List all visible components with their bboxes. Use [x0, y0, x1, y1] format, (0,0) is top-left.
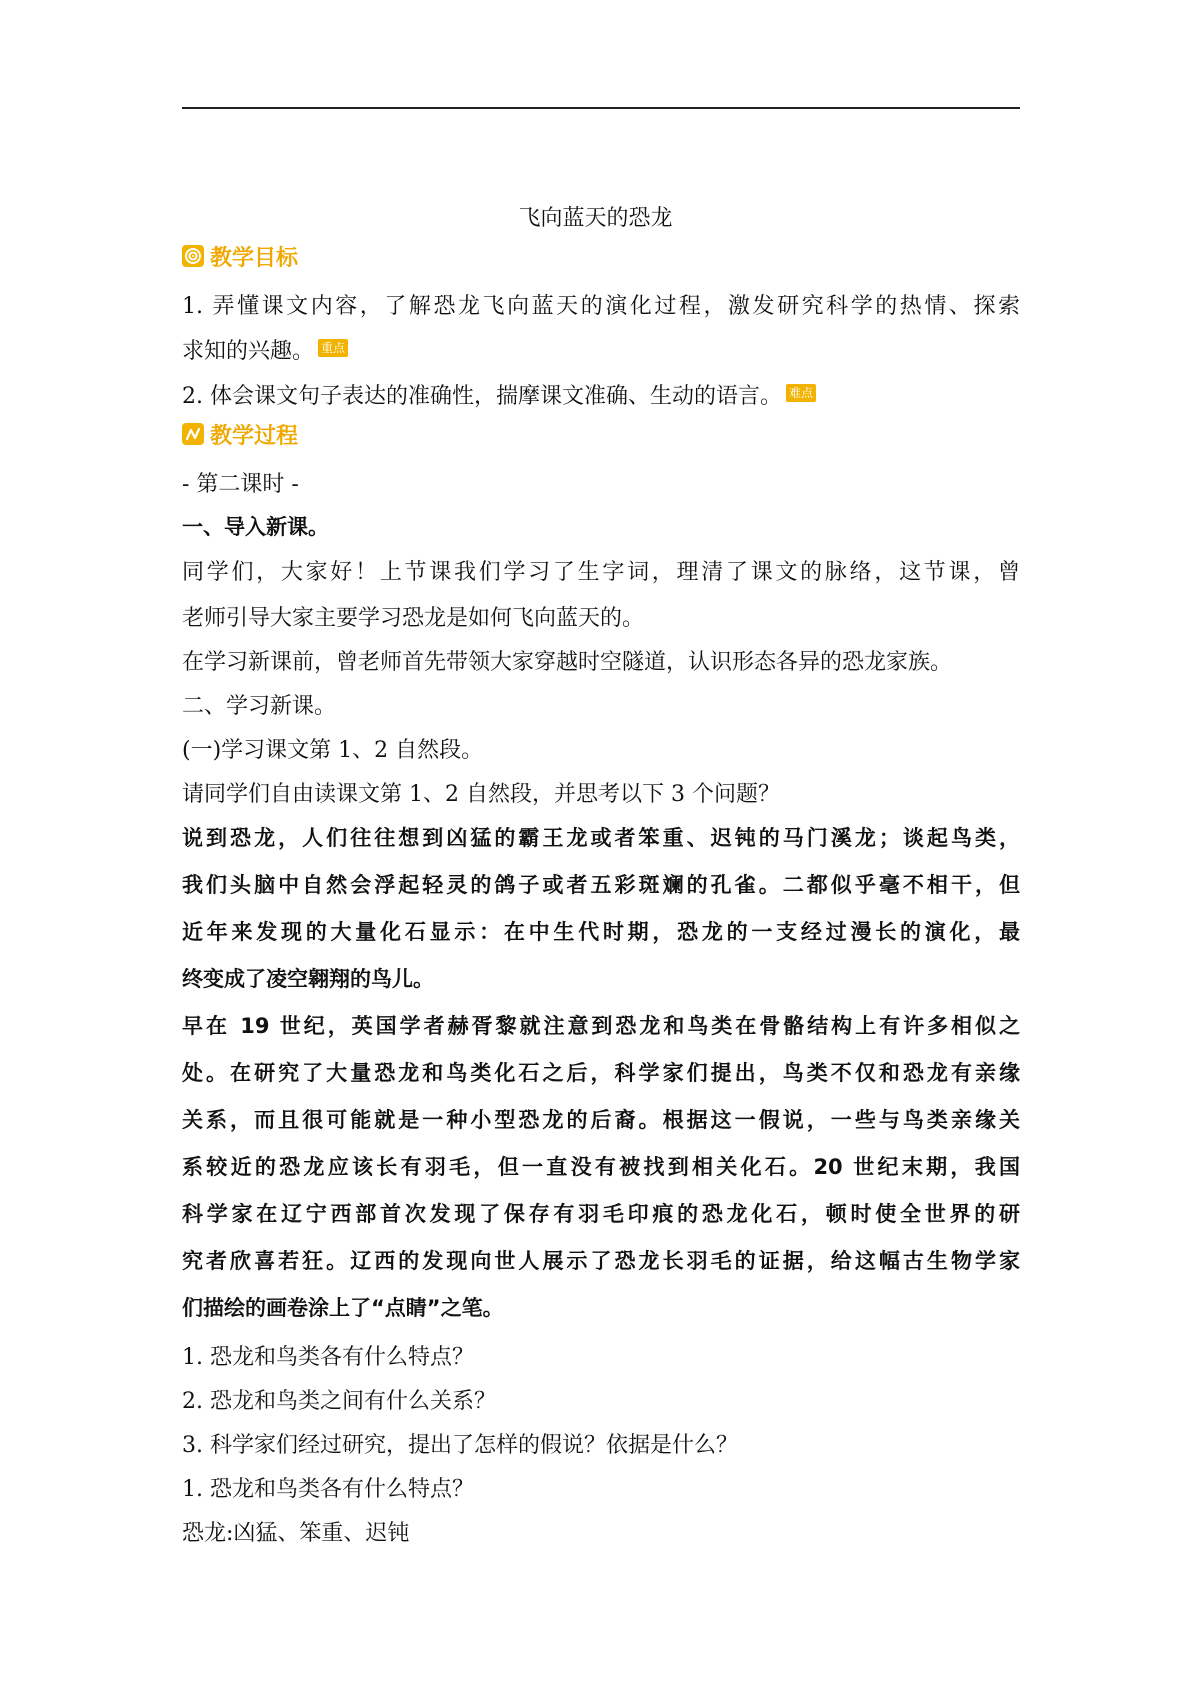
- question-2: 2. 恐龙和鸟类之间有什么关系？: [182, 1389, 496, 1414]
- passage1-line-4: 终变成了凌空翱翔的鸟儿。: [182, 967, 434, 991]
- goal-line-3: [182, 379, 816, 410]
- difficult-point-badge: 难点: [786, 384, 816, 402]
- section-goals: [182, 243, 298, 269]
- key-point-badge: 重点: [318, 339, 348, 357]
- passage2-line-5: 科学家在辽宁西部首次发现了保存有羽毛印痕的恐龙化石，顿时使全世界的研: [182, 1202, 1020, 1226]
- intro-line-2: 老师引导大家主要学习恐龙是如何飞向蓝天的。: [182, 606, 645, 631]
- target-icon: [182, 245, 204, 267]
- passage2-line-4: 系较近的恐龙应该长有羽毛，但一直没有被找到相关化石。20 世纪末期，我国: [182, 1155, 1020, 1179]
- document-title: 飞向蓝天的恐龙: [518, 206, 673, 231]
- passage2-line-3: 关系，而且很可能就是一种小型恐龙的后裔。根据这一假说，一些与鸟类亲缘关: [182, 1108, 1020, 1132]
- process-icon: [182, 423, 204, 445]
- goal-line-2-text: 求知的兴趣。: [182, 339, 315, 364]
- passage1-line-1: 说到恐龙，人们往往想到凶猛的霸王龙或者笨重、迟钝的马门溪龙；谈起鸟类，: [182, 826, 1020, 850]
- passage2-line-6: 究者欣喜若狂。辽西的发现向世人展示了恐龙长羽毛的证据，给这幅古生物学家: [182, 1249, 1020, 1273]
- sub-heading: (一)学习课文第 1、2 自然段。: [182, 738, 484, 763]
- goal-line-2: [182, 334, 348, 365]
- section-process: [182, 421, 298, 447]
- intro-line-3: 在学习新课前，曾老师首先带领大家穿越时空隧道，认识形态各异的恐龙家族。: [182, 650, 953, 675]
- section-goals-label: 教学目标: [210, 245, 299, 271]
- passage2-line-2: 处。在研究了大量恐龙和鸟类化石之后，科学家们提出，鸟类不仅和恐龙有亲缘: [182, 1061, 1020, 1085]
- part1-heading: 一、导入新课。: [182, 515, 329, 539]
- reading-prompt: 请同学们自由读课文第 1、2 自然段，并思考以下 3 个问题？: [182, 782, 780, 807]
- intro-line-1: 同学们，大家好！上节课我们学习了生字词，理清了课文的脉络，这节课，曾: [182, 560, 1020, 585]
- part2-heading: 二、学习新课。: [182, 694, 337, 719]
- section-process-label: 教学过程: [210, 423, 299, 449]
- answer-question: 1. 恐龙和鸟类各有什么特点？: [182, 1477, 474, 1502]
- lesson-label: - 第二课时 -: [182, 472, 299, 497]
- goal-line-1: 1. 弄懂课文内容，了解恐龙飞向蓝天的演化过程，激发研究科学的热情、探索: [182, 294, 1020, 319]
- goal-line-3-text: 2. 体会课文句子表达的准确性，揣摩课文准确、生动的语言。: [182, 384, 782, 409]
- passage2-line-7: 们描绘的画卷涂上了“点睛”之笔。: [182, 1296, 504, 1320]
- passage2-line-1: 早在 19 世纪，英国学者赫胥黎就注意到恐龙和鸟类在骨骼结构上有许多相似之: [182, 1014, 1020, 1038]
- passage1-line-3: 近年来发现的大量化石显示：在中生代时期，恐龙的一支经过漫长的演化，最: [182, 920, 1020, 944]
- passage1-line-2: 我们头脑中自然会浮起轻灵的鸽子或者五彩斑斓的孔雀。二都似乎毫不相干，但: [182, 873, 1020, 897]
- header-rule: [182, 107, 1020, 109]
- question-1: 1. 恐龙和鸟类各有什么特点？: [182, 1345, 474, 1370]
- question-3: 3. 科学家们经过研究，提出了怎样的假说？依据是什么？: [182, 1433, 738, 1458]
- answer-line: 恐龙:凶猛、笨重、迟钝: [182, 1521, 410, 1546]
